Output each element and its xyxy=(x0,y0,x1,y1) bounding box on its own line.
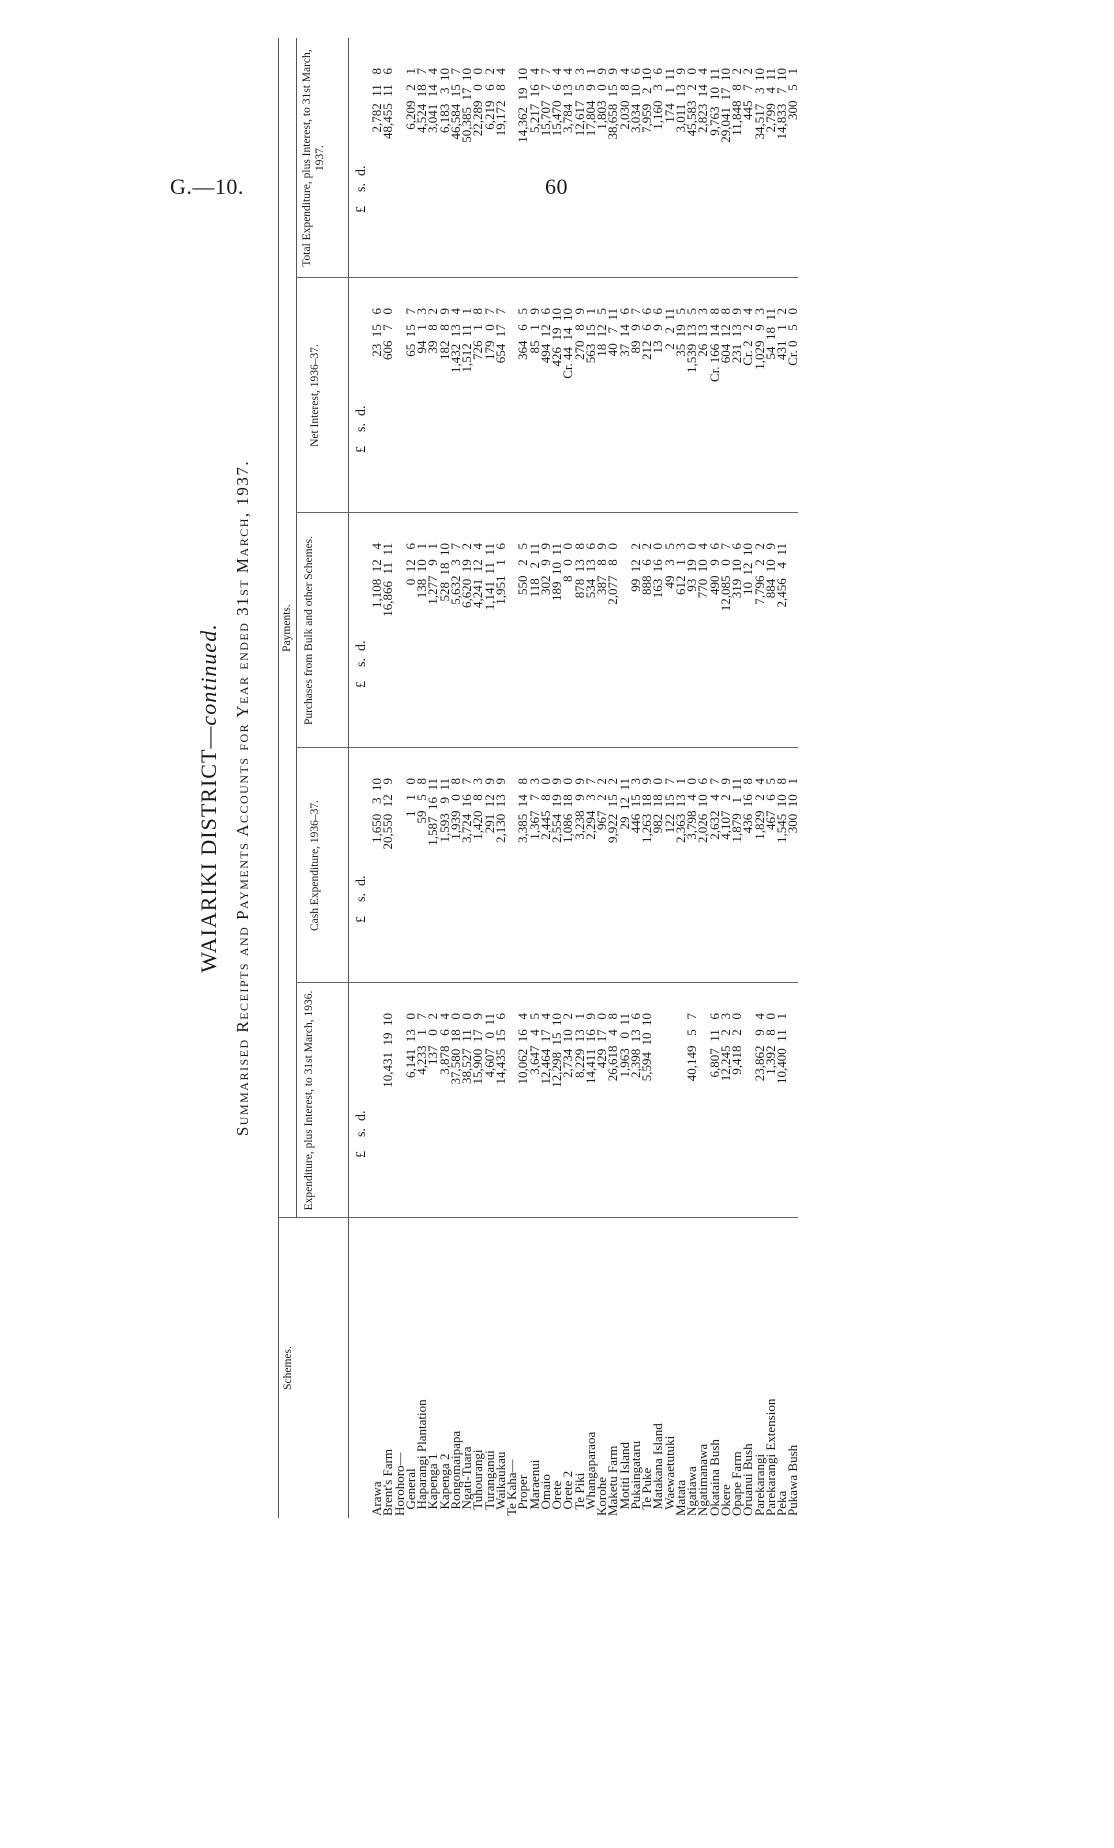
scheme-name: Te Kaha— xyxy=(504,1459,519,1516)
cell-net: 654 17 7 xyxy=(492,308,508,364)
cell-exp: 38,527 11 0 xyxy=(459,1013,474,1085)
cell-net: 212 6 6 xyxy=(639,308,654,360)
cell-purch: 1,277 9 1 xyxy=(425,543,441,605)
scheme-name: Ngatiawa xyxy=(684,1466,699,1516)
col-total-exp-header: Total Expenditure, plus Interest, to 31st March, 1937. xyxy=(301,49,326,267)
cell-purch: 490 9 6 xyxy=(706,543,722,595)
cell-purch: 878 13 8 xyxy=(571,543,587,599)
cell-net: 85 1 9 xyxy=(526,308,542,354)
cell-total: 2,030 8 4 xyxy=(616,68,632,130)
cell-purch: 93 19 0 xyxy=(684,543,699,592)
cell-exp: 12,245 2 3 xyxy=(717,1013,733,1082)
col-exp-1936-header: Expenditure, plus Interest, to 31st March, 1936. xyxy=(303,990,315,1211)
cell-cash: 467 6 5 xyxy=(762,778,778,830)
scheme-name: Motiti Island xyxy=(616,1441,632,1516)
cell-total: 22,289 0 0 xyxy=(470,68,486,137)
cell-net: 726 1 8 xyxy=(470,308,486,360)
cell-cash: 1,879 1 11 xyxy=(729,778,744,843)
cell-total: 6,209 2 1 xyxy=(402,68,418,130)
cell-net: 37 14 6 xyxy=(616,308,632,357)
cell-net: 94 1 3 xyxy=(414,308,429,354)
cell-total: 48,455 11 6 xyxy=(380,68,396,140)
cell-purch: 189 10 11 xyxy=(549,543,564,602)
scheme-name: Proper xyxy=(515,1474,531,1516)
cell-cash: 1,939 0 8 xyxy=(447,778,463,840)
cell-exp: 15,900 17 9 xyxy=(470,1013,486,1085)
cell-purch: 550 2 5 xyxy=(515,543,531,595)
cell-exp: 26,618 4 8 xyxy=(605,1013,621,1082)
cell-total: 14,833 7 10 xyxy=(774,68,789,140)
cell-exp: 3,878 6 4 xyxy=(436,1013,452,1075)
scheme-name: Okataina Bush xyxy=(706,1439,722,1516)
scheme-name: General xyxy=(402,1468,418,1516)
cell-cash: 2,363 13 1 xyxy=(672,778,688,843)
cell-cash: 291 12 9 xyxy=(481,778,497,834)
cell-purch: 612 1 3 xyxy=(672,543,688,595)
cell-cash: 2,554 19 9 xyxy=(549,778,564,843)
cell-net: 1,512 11 1 xyxy=(459,308,474,373)
cell-cash: 1,367 7 3 xyxy=(526,778,542,840)
table-subtitle: Summarised Receipts and Payments Accounts for Year ended 31st March, 1937. xyxy=(233,459,252,1137)
cell-total: 19,172 8 4 xyxy=(492,68,508,137)
scheme-name: Turanganui xyxy=(481,1450,497,1516)
cell-total: 1,160 3 6 xyxy=(650,68,666,130)
cell-purch: 118 2 11 xyxy=(526,543,542,598)
cell-total: 445 7 2 xyxy=(740,68,756,120)
cell-cash: 436 16 8 xyxy=(740,778,756,834)
cell-exp: 137 0 2 xyxy=(425,1013,441,1065)
cell-purch: 2,456 4 11 xyxy=(774,543,789,608)
cell-purch: 5,632 3 7 xyxy=(447,543,463,605)
cell-total: 3,034 10 6 xyxy=(627,68,643,133)
cell-cash: 300 10 1 xyxy=(785,778,801,834)
scheme-name: Tuhourangi xyxy=(470,1449,486,1516)
cell-exp: 429 17 0 xyxy=(594,1013,609,1069)
cell-total: 12,617 5 3 xyxy=(571,68,587,137)
cell-net: 179 0 7 xyxy=(481,308,497,360)
cell-purch: 770 10 4 xyxy=(695,543,711,599)
scheme-name: Parekarangi Extension xyxy=(762,1398,778,1516)
cell-total: 6,219 6 2 xyxy=(481,68,497,130)
cell-total: 7,959 2 10 xyxy=(639,68,654,133)
scheme-name: Te Puke xyxy=(639,1467,654,1516)
cell-exp: 2,734 10 2 xyxy=(560,1013,576,1078)
cell-cash: 3,238 9 9 xyxy=(571,778,587,840)
cell-purch: 1,141 11 11 xyxy=(481,543,497,611)
cell-total: 2,823 14 4 xyxy=(695,68,711,133)
cell-total: 3,011 13 9 xyxy=(672,68,688,133)
cell-purch: 99 12 2 xyxy=(627,543,643,592)
cell-net: 1,539 13 5 xyxy=(684,308,699,373)
cell-purch: 8 0 0 xyxy=(560,543,576,582)
cell-cash: 2,130 13 9 xyxy=(492,778,508,843)
cell-total: 3,784 13 4 xyxy=(560,68,576,133)
scheme-name: Waikaukau xyxy=(492,1451,508,1516)
cell-cash: 122 15 7 xyxy=(661,778,677,834)
cell-purch: 387 8 9 xyxy=(594,543,609,595)
cell-net: 2 2 11 xyxy=(661,308,677,350)
cell-total: 2,782 11 8 xyxy=(369,68,384,133)
cell-purch: 10 12 10 xyxy=(740,543,756,595)
scheme-name: Haparangi Plantation xyxy=(414,1399,429,1516)
cell-cash: 982 18 0 xyxy=(650,778,666,834)
scheme-name: Kapenga 2 xyxy=(436,1453,452,1516)
cell-purch: 49 3 5 xyxy=(661,543,677,589)
cell-net: 182 8 9 xyxy=(436,308,452,360)
col-cash-exp-header: Cash Expenditure, 1936–37. xyxy=(309,800,321,931)
cell-net: 270 8 9 xyxy=(571,308,587,360)
cell-exp: 14,435 15 6 xyxy=(492,1013,508,1085)
table-title xyxy=(196,38,222,1558)
cell-purch: 4,241 12 4 xyxy=(470,543,486,608)
cell-purch: 6,620 19 2 xyxy=(459,543,474,608)
cell-net: Cr. 44 14 10 xyxy=(560,308,576,379)
cell-exp: 14,411 16 9 xyxy=(582,1013,598,1085)
cell-cash: 1,545 10 8 xyxy=(774,778,789,843)
cell-exp: 8,229 13 1 xyxy=(571,1013,587,1078)
cell-cash: 2,445 8 0 xyxy=(537,778,553,840)
cell-net: 65 15 7 xyxy=(402,308,418,357)
cell-total: 5,217 16 4 xyxy=(526,68,542,133)
cell-purch: 884 10 9 xyxy=(762,543,778,599)
scheme-name: Omaio xyxy=(537,1474,553,1516)
units-label: £ s. d. xyxy=(354,405,369,453)
cell-cash: 1,829 2 4 xyxy=(751,778,767,840)
units-label: £ s. d. xyxy=(354,875,369,923)
cell-total: 34,517 3 10 xyxy=(751,68,767,140)
units-label: £ s. d. xyxy=(354,1110,369,1158)
scheme-name: Ngati-Tuara xyxy=(459,1446,474,1516)
cell-net: Cr. 0 5 0 xyxy=(785,308,801,366)
cell-total: 11,848 8 2 xyxy=(729,68,744,136)
cell-exp: 23,862 9 4 xyxy=(751,1013,767,1082)
cell-cash: 967 2 2 xyxy=(594,778,609,830)
cell-net: 563 15 1 xyxy=(582,308,598,364)
cell-net: 606 7 0 xyxy=(380,308,396,360)
cell-total: 15,470 6 4 xyxy=(549,68,564,137)
scheme-name: Matakana Island xyxy=(650,1423,666,1516)
scheme-name: Rongomaipapa xyxy=(447,1430,463,1516)
payments-header: Payments. xyxy=(281,604,293,652)
cell-purch: 534 13 6 xyxy=(582,543,598,599)
cell-total: 6,183 3 10 xyxy=(436,68,452,133)
cell-exp: 6,807 11 6 xyxy=(706,1013,722,1078)
cell-net: 1,432 13 4 xyxy=(447,308,463,373)
scheme-name: Pukaingataru xyxy=(627,1440,643,1516)
cell-purch: 12,085 0 7 xyxy=(717,543,733,612)
scheme-name: Maraenui xyxy=(526,1459,542,1516)
cell-net: 39 8 2 xyxy=(425,308,441,354)
scheme-name: Oruanui Bush xyxy=(740,1443,756,1516)
cell-total: 2,799 4 11 xyxy=(762,68,778,133)
scheme-name: Whangaparaoa xyxy=(582,1431,598,1516)
scheme-name: Arawa xyxy=(369,1481,384,1516)
cell-total: 4,524 18 7 xyxy=(414,68,429,133)
cell-total: 29,041 17 10 xyxy=(717,68,733,143)
cell-net: 604 12 8 xyxy=(717,308,733,364)
cell-exp: 6,141 13 0 xyxy=(402,1013,418,1078)
cell-purch: 2,077 8 0 xyxy=(605,543,621,605)
scheme-name: Brent's Farm xyxy=(380,1449,396,1516)
cell-net: 40 7 11 xyxy=(605,308,621,357)
cell-total: 9,763 10 11 xyxy=(706,68,722,136)
scheme-name: Maketu Farm xyxy=(605,1445,621,1516)
cell-exp: 9,418 2 0 xyxy=(729,1013,744,1075)
cell-net: 35 19 5 xyxy=(672,308,688,357)
scheme-name: Te Piki xyxy=(571,1472,587,1516)
cell-exp: 1,963 0 11 xyxy=(616,1013,632,1078)
rotated-table-sheet xyxy=(196,38,816,1558)
cell-purch: 16,866 11 11 xyxy=(380,543,396,617)
cell-cash: 2,026 10 6 xyxy=(695,778,711,843)
col-purchases-header: Purchases from Bulk and other Schemes. xyxy=(303,535,315,726)
scheme-name: Ngatimanawa xyxy=(695,1443,711,1516)
cell-purch: 1,951 1 6 xyxy=(492,543,508,605)
cell-purch: 1,108 12 4 xyxy=(369,543,384,608)
cell-cash: 446 15 3 xyxy=(627,778,643,834)
cell-net: 426 19 10 xyxy=(549,308,564,367)
cell-net: 494 12 6 xyxy=(537,308,553,364)
cell-purch: 528 18 10 xyxy=(436,543,452,602)
cell-purch: 7,796 2 2 xyxy=(751,543,767,605)
cell-exp: 5,594 10 10 xyxy=(639,1013,654,1082)
cell-exp: 2,398 13 6 xyxy=(627,1013,643,1078)
cell-exp: 12,298 15 10 xyxy=(549,1013,564,1088)
cell-cash: 2,632 4 7 xyxy=(706,778,722,840)
scheme-name: Kapenga 1 xyxy=(425,1453,441,1516)
cell-exp: 40,149 5 7 xyxy=(684,1013,699,1082)
cell-cash: 1,263 18 9 xyxy=(639,778,654,843)
cell-exp: 3,647 4 5 xyxy=(526,1013,542,1075)
cell-exp: 10,400 11 1 xyxy=(774,1013,789,1085)
cell-total: 46,584 15 7 xyxy=(447,68,463,140)
cell-net: Cr. 2 2 4 xyxy=(740,308,756,366)
cell-exp: 4,233 1 7 xyxy=(414,1013,429,1075)
cell-net: 54 18 11 xyxy=(762,308,778,360)
cell-cash: 1,587 16 11 xyxy=(425,778,441,846)
cell-cash: 2,294 3 7 xyxy=(582,778,598,840)
cell-net: 231 13 9 xyxy=(729,308,744,364)
cell-net: 364 6 5 xyxy=(515,308,531,360)
col-net-interest-header: Net Interest, 1936–37. xyxy=(309,344,321,447)
cell-cash: 1,086 18 0 xyxy=(560,778,576,843)
cell-total: 50,385 17 10 xyxy=(459,68,474,143)
scheme-name: Waewaetutuki xyxy=(661,1435,677,1516)
cell-cash: 1,650 3 10 xyxy=(369,778,384,843)
cell-cash: 1,420 8 3 xyxy=(470,778,486,840)
cell-purch: 138 10 1 xyxy=(414,543,429,599)
cell-exp: 4,607 0 11 xyxy=(481,1013,497,1078)
cell-purch: 302 9 9 xyxy=(537,543,553,595)
cell-total: 38,658 15 9 xyxy=(605,68,621,140)
cell-cash: 29 12 11 xyxy=(616,778,632,830)
accounts-table xyxy=(278,38,801,1558)
scheme-name: Matata xyxy=(672,1479,688,1516)
scheme-name: Pukawa Bush xyxy=(785,1444,801,1516)
schemes-header: Schemes. xyxy=(282,1346,294,1390)
cell-net: 1,029 9 3 xyxy=(751,308,767,370)
scheme-name: Parekarangi xyxy=(751,1453,767,1516)
units-label: £ s. d. xyxy=(354,640,369,688)
cell-net: 89 9 7 xyxy=(627,308,643,354)
cell-exp: 12,464 17 4 xyxy=(537,1013,553,1085)
cell-cash: 3,724 16 7 xyxy=(459,778,474,843)
scheme-name: Orete 2 xyxy=(560,1470,576,1516)
cell-total: 14,362 19 10 xyxy=(515,68,531,143)
cell-net: 431 1 2 xyxy=(774,308,789,360)
cell-exp: 1,392 8 0 xyxy=(762,1013,778,1075)
cell-cash: 4,107 2 9 xyxy=(717,778,733,840)
scheme-name: Okere xyxy=(717,1484,733,1516)
units-label: £ s. d. xyxy=(354,165,369,213)
cell-purch: 319 10 6 xyxy=(729,543,744,599)
cell-total: 45,583 2 0 xyxy=(684,68,699,137)
cell-cash: 9,922 15 2 xyxy=(605,778,621,843)
cell-cash: 59 5 8 xyxy=(414,778,429,824)
cell-net: 13 9 6 xyxy=(650,308,666,354)
cell-net: 23 15 6 xyxy=(369,308,384,357)
cell-cash: 20,550 12 9 xyxy=(380,778,396,850)
cell-total: 3,041 14 4 xyxy=(425,68,441,133)
cell-total: 174 1 11 xyxy=(661,68,677,123)
cell-cash: 3,798 4 0 xyxy=(684,778,699,840)
cell-exp: 37,580 18 0 xyxy=(447,1013,463,1085)
page-number: 60 xyxy=(545,174,568,199)
cell-cash: 1,593 9 11 xyxy=(436,778,452,843)
scheme-name: Horohoro— xyxy=(391,1452,407,1516)
cell-total: 15,707 7 7 xyxy=(537,68,553,137)
scheme-name: Orete xyxy=(549,1480,564,1516)
cell-net: 26 13 3 xyxy=(695,308,711,357)
cell-exp: 10,431 19 10 xyxy=(380,1013,396,1088)
cell-purch: 163 16 0 xyxy=(650,543,666,599)
cell-net: 18 12 5 xyxy=(594,308,609,357)
scheme-name: Korohe xyxy=(594,1477,609,1516)
scheme-name: Opape Farm xyxy=(729,1451,744,1516)
cell-purch: 0 12 6 xyxy=(402,543,418,586)
scheme-name: Peka xyxy=(774,1490,789,1516)
cell-cash: 3,385 14 8 xyxy=(515,778,531,843)
title-continued: continued. xyxy=(196,623,221,726)
cell-purch: 888 6 2 xyxy=(639,543,654,595)
page-reference: G.—10. xyxy=(170,174,244,199)
cell-net: Cr. 166 14 8 xyxy=(706,308,722,383)
cell-total: 17,804 9 1 xyxy=(582,68,598,137)
cell-cash: 1 1 0 xyxy=(402,778,418,817)
cell-total: 1,803 0 9 xyxy=(594,68,609,130)
title-main: WAIARIKI DISTRICT— xyxy=(196,725,221,973)
cell-exp: 10,062 16 4 xyxy=(515,1013,531,1085)
cell-total: 300 5 1 xyxy=(785,68,801,120)
